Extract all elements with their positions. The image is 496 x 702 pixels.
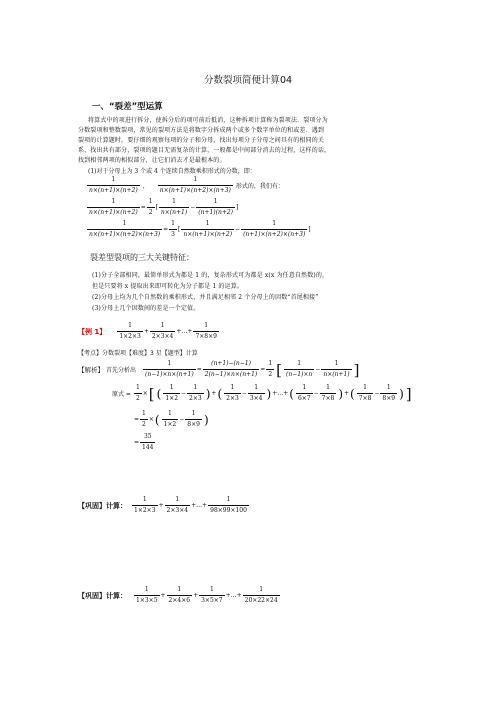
fraction-half: $\frac{1}{2}$: [268, 360, 273, 378]
answer-step: = $\frac{35}{144}$: [134, 433, 154, 451]
practice2-problem: 【巩固】计算： $\frac{1}{1\times 3\times 5}$ + $\frac{1}{2\times 4\times 6}$ + $\frac{1}{3\times 5\times 7}$ +…+ $\frac{1}{20\times 22\times 24}$: [78, 586, 278, 604]
feature-item: (2)分母上均为几个自然数的乘积形式，并且满足相邻 2 个分母上的因数“首尾相接”: [92, 294, 319, 301]
fraction: $\frac{1}{1\times 2\times 3}$: [119, 322, 141, 340]
identity-three: $\frac{1}{n\times(n+1)\times(n+2)}$ = $\frac{1}{2}$ [ $\frac{1}{n\times(n+1)}$ − $\frac{1}{(n+1)(n+2)}$ ]: [89, 198, 239, 216]
intro-paragraph: [78, 116, 418, 166]
example1-tags: 【考点】分数裂项【难度】3 星【题型】计算: [78, 350, 198, 357]
page-title: 分数裂项简便计算04: [203, 75, 293, 86]
fraction: $\frac{1}{1\times 3\times 5}$: [136, 586, 158, 604]
practice1-problem: 【巩固】计算： $\frac{1}{1\times 2\times 3}$ + $\frac{1}{2\times 3\times 4}$ +…+ $\frac{1}{98\times 99\times 100}$: [78, 496, 247, 514]
feature-item: (1)分子全部相同，最简单形式为都是 1 的，复杂形式可为都是 x(x 为任意自然数)的，: [92, 272, 329, 279]
fraction: $\frac{1}{1\times 2}$: [163, 410, 177, 428]
example1-analysis: 【解析】 首先分析出 $\frac{1}{(n-1)\times n\times(n+1)}$ = $\frac{(n+1)-(n-1)}{2(n-1)\times n\times(n+1)}$ = $\frac{1}{2}$ [ $\frac{1}{(n-1)\times n}$ − $\frac{1}{n\times(n+1)}$ ]: [78, 360, 360, 379]
example-label: 【例 1】: [78, 327, 107, 336]
form-suffix: 形式的，我们有：: [235, 183, 284, 190]
fraction: $\frac{1}{n\times(n+1)\times(n+2)\times(n+3)}$: [89, 220, 161, 238]
fraction: $\frac{1}{2\times 3\times 4}$: [151, 322, 174, 340]
fraction: $\frac{1}{(n+1)\times(n+2)\times(n+3)}$: [243, 220, 306, 238]
original-label: 原式 =: [112, 391, 131, 398]
fraction: $\frac{1}{3\times 4}$: [249, 384, 263, 402]
fraction: $\frac{1}{98\times 99\times 100}$: [210, 496, 247, 514]
fraction-form-b: $\frac{1}{n\times(n+1)\times(n+2)\times(n+3)}$: [159, 176, 231, 194]
formula-forms: $\frac{1}{n\times(n+1)\times(n+2)}$ ， $\frac{1}{n\times(n+1)\times(n+2)\times(n+3)}$ 形式的，我们有：: [89, 176, 284, 194]
fraction-third: $\frac{1}{3}$: [171, 220, 175, 238]
example1-problem: 【例 1】 $\frac{1}{1\times 2\times 3}$ + $\frac{1}{2\times 3\times 4}$ +…+ $\frac{1}{7\times 8\times 9}$: [78, 322, 217, 340]
section-heading-features: 裂差型裂项的三大关键特征：: [90, 253, 194, 262]
fraction: $\frac{1}{7\times 8}$: [358, 384, 372, 402]
fraction: $\frac{1}{6\times 7}$: [297, 384, 311, 402]
feature-item: (3)分母上几个因数间的差是一个定值。: [92, 305, 200, 312]
fraction-half: $\frac{1}{2}$: [148, 198, 153, 216]
intro-line: 系，找出共有部分，裂项的题目无需复杂的计算，一般都是中间部分消去的过程，这样的话，: [78, 147, 331, 154]
analysis-label: 【解析】: [78, 366, 104, 374]
fraction: $\frac{1}{n\times(n+1)\times(n+2)}$: [89, 198, 138, 216]
intro-line: 分数裂项和整数裂项，常见的裂项方法是将数字分拆成两个或多个数字单位的和或差．遇到: [78, 127, 325, 134]
feature-item: 但是只要将 x 提取出来即可转化为分子都是 1 的运算。: [92, 283, 244, 290]
fraction: $\frac{1}{2\times 3}$: [189, 384, 202, 402]
fraction: $\frac{1}{7\times 8}$: [321, 384, 335, 402]
fraction: $\frac{1}{2\times 3\times 4}$: [166, 496, 189, 514]
practice-label: 【巩固】计算：: [78, 591, 127, 600]
features-list: [92, 270, 422, 314]
fraction: $\frac{1}{3\times 5\times 7}$: [201, 586, 223, 604]
intro-line: 裂项的计算题时，要仔细的观察每项的分子和分母，找出每项分子分母之间具有的相同的关: [78, 137, 325, 144]
answer-fraction: $\frac{35}{144}$: [142, 433, 154, 451]
fraction: $\frac{1}{1\times 2}$: [165, 384, 179, 402]
fraction-half: $\frac{1}{2}$: [142, 410, 146, 428]
section-heading-difference: 一、“裂差”型运算: [92, 102, 163, 112]
fraction-form-a: $\frac{1}{n\times(n+1)\times(n+2)}$: [89, 176, 138, 194]
fraction: $\frac{1}{n\times(n+1)\times(n+2)}$: [183, 220, 233, 238]
fraction-half: $\frac{1}{2}$: [135, 384, 140, 402]
simplification-step: = $\frac{1}{2}$ × ( $\frac{1}{1\times 2}$ − $\frac{1}{8\times 9}$ ): [134, 410, 209, 428]
analysis-text: 首先分析出: [106, 367, 137, 374]
intro-line: 将算式中的项进行拆分，使拆分后的项可前后抵消，这种拆项计算称为裂项法．裂项分为: [88, 117, 328, 124]
fraction: $\frac{1}{7\times 8\times 9}$: [195, 322, 217, 340]
expansion-step: 原式 = $\frac{1}{2}$ × [ ( $\frac{1}{1\times 2}$ − $\frac{1}{2\times 3}$ ) + ( $\frac{1}{2\times 3}$ − $\frac{1}{3\times 4}$ ) +…+ ( $\frac{1}{6\times 7}$ − $\frac{1}{7\times 8}$ ) + ( $\frac{1}{7\times 8}$ − $\frac{1}{8\times 9}$ ) ]: [112, 384, 412, 403]
practice-label: 【巩固】计算：: [78, 501, 127, 510]
identity-four: $\frac{1}{n\times(n+1)\times(n+2)\times(n+3)}$ = $\frac{1}{3}$ [ $\frac{1}{n\times(n+1)\times(n+2)}$ − $\frac{1}{(n+1)\times(n+2)\times(n+3)}$ ]: [89, 220, 311, 238]
fraction: $\frac{1}{1\times 2\times 3}$: [134, 496, 156, 514]
fraction: $\frac{1}{20\times 22\times 24}$: [244, 586, 278, 604]
fraction: $\frac{1}{(n+1)(n+2)}$: [198, 198, 234, 216]
intro-line: 找到相邻两项的相似部分，让它们消去才是最根本的。: [78, 157, 226, 164]
fraction: $\frac{1}{2\times 4\times 6}$: [168, 586, 191, 604]
fraction: $\frac{1}{(n-1)\times n\times(n+1)}$: [145, 360, 194, 378]
fraction: $\frac{1}{2\times 3}$: [226, 384, 239, 402]
fraction: $\frac{1}{n\times(n+1)}$: [160, 198, 188, 216]
fraction: $\frac{1}{8\times 9}$: [382, 384, 396, 402]
fraction: $\frac{1}{(n-1)\times n}$: [286, 360, 313, 378]
fraction: $\frac{(n+1)-(n-1)}{2(n-1)\times n\times(n+1)}$: [204, 360, 258, 378]
fraction: $\frac{1}{n\times(n+1)}$: [323, 360, 350, 378]
fraction: $\frac{1}{8\times 9}$: [187, 410, 200, 428]
point1-text: (1)对于分母上为 3 个或 4 个连续自然数乘积形式的分数，即：: [88, 168, 256, 175]
